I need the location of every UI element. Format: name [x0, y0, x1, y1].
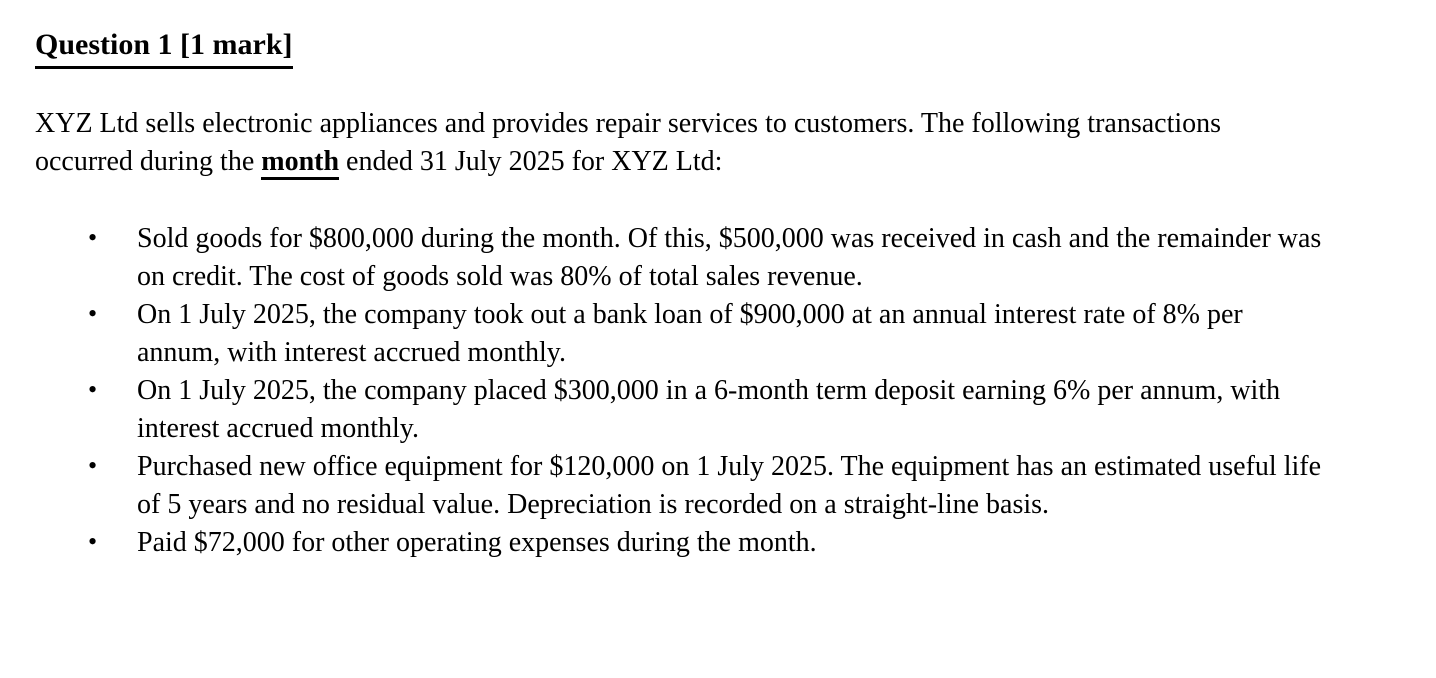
intro-text-before: XYZ Ltd sells electronic appliances and provides repair services to customers. The following transactions occurred during the [35, 108, 1222, 177]
transaction-item [35, 220, 1323, 296]
transaction-item [35, 372, 1323, 448]
bullet-icon: • [88, 299, 98, 328]
transaction-item-text: Paid $72,000 for other operating expenses during the month. [137, 527, 817, 558]
intro-paragraph [35, 105, 1315, 181]
bullet-icon: • [88, 375, 98, 404]
transaction-item [35, 296, 1323, 372]
bullet-icon: • [88, 527, 98, 556]
transaction-item-text: Purchased new office equipment for $120,000 on 1 July 2025. The equipment has an estimated useful life of 5 years and no residual value. Depreciation is recorded on a straight-line basis. [137, 451, 1322, 520]
intro-text-after: ended 31 July 2025 for XYZ Ltd: [339, 146, 723, 177]
transaction-item-text: Sold goods for $800,000 during the month. Of this, $500,000 was received in cash and the remainder was on credit. The cost of goods sold was 80% of total sales revenue. [137, 223, 1322, 292]
transaction-item [35, 448, 1323, 524]
transaction-item-text: On 1 July 2025, the company placed $300,000 in a 6-month term deposit earning 6% per annum, with interest accrued monthly. [137, 375, 1281, 444]
transaction-item-text: On 1 July 2025, the company took out a bank loan of $900,000 at an annual interest rate of 8% per annum, with interest accrued monthly. [137, 299, 1243, 368]
transaction-item [35, 524, 1323, 562]
question-title: Question 1 [1 mark] [35, 26, 293, 69]
intro-emphasized-word: month [261, 146, 339, 180]
bullet-icon: • [88, 223, 98, 252]
transactions-list [35, 220, 1323, 562]
bullet-icon: • [88, 451, 98, 480]
